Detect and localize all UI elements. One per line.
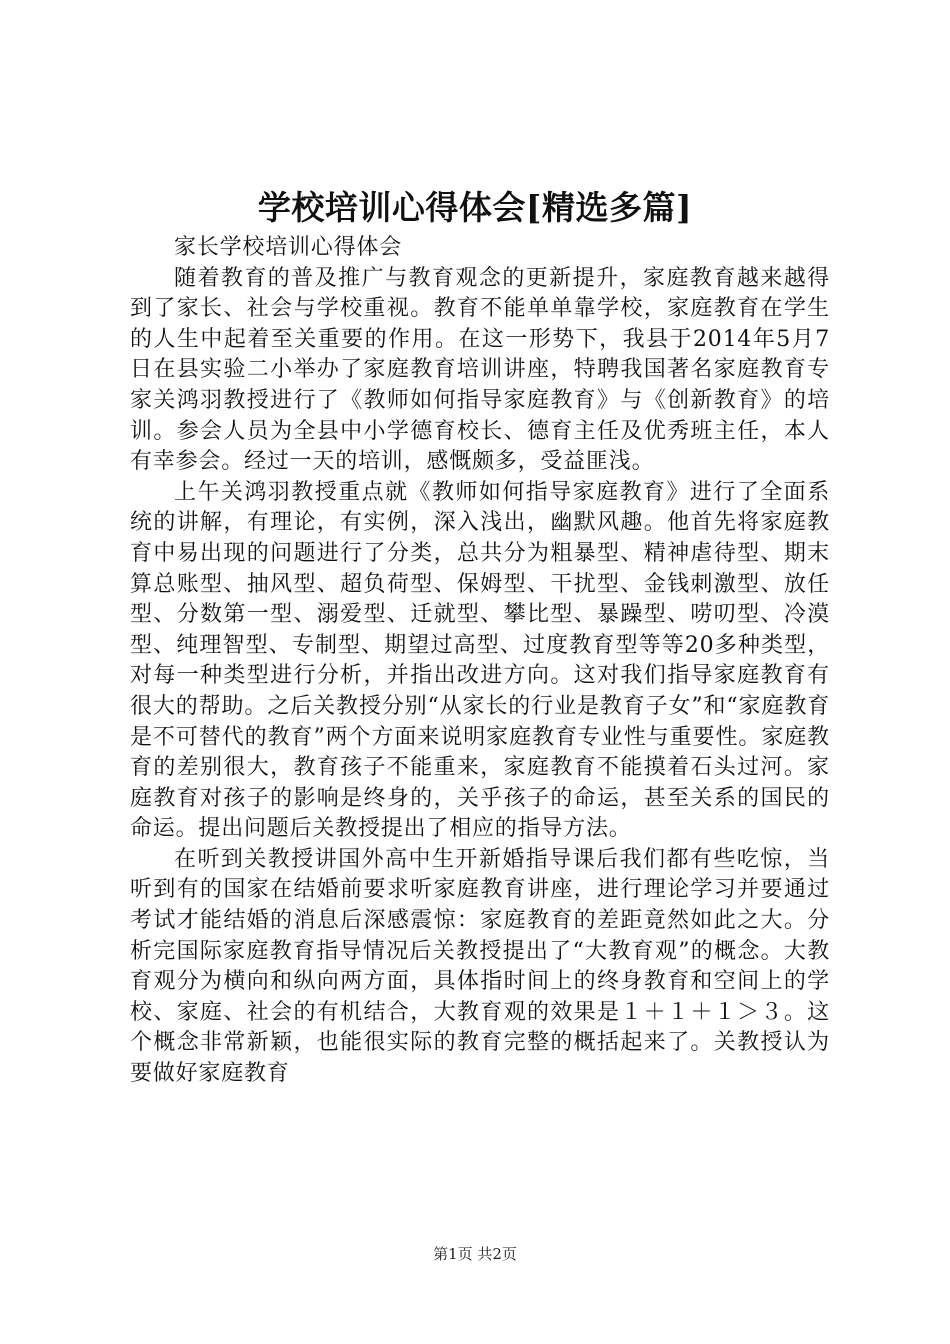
section-subtitle: 家长学校培训心得体会 (174, 235, 403, 260)
page-number-footer: 第1页 共2页 (433, 1245, 517, 1263)
body-paragraph-3: 在听到关教授讲国外高中生开新婚指导课后我们都有些吃惊，当听到有的国家在结婚前要求听家庭教育讲座，进行理论学习并要通过考试才能结婚的消息后深感震惊：家庭教育的差距竟然如此之大。分析完国际家庭教育指导情况后关教授提出了“大教育观”的概念。大教育观分为横向和纵向两方面，具体指时间上的终身教育和空间上的学校、家庭、社会的有机结合，大教育观的效果是１＋１＋１＞３。这个概念非常新颖，也能很实际的教育完整的概括起来了。关教授认为要做好家庭教育 (130, 846, 830, 1087)
document-body (130, 233, 830, 1090)
document-title: 学校培训心得体会[精选多篇] (257, 188, 693, 227)
body-paragraph-1: 随着教育的普及推广与教育观念的更新提升，家庭教育越来越得到了家长、社会与学校重视。教育不能单单靠学校，家庭教育在学生的人生中起着至关重要的作用。在这一形势下，我县于2014年5月7日在县实验二小举办了家庭教育培训讲座，特聘我国著名家庭教育专家关鸿羽教授进行了《教师如何指导家庭教育》与《创新教育》的培训。参会人员为全县中小学德育校长、德育主任及优秀班主任，本人有幸参会。经过一天的培训，感慨颇多，受益匪浅。 (130, 265, 830, 475)
body-paragraph-2: 上午关鸿羽教授重点就《教师如何指导家庭教育》进行了全面系统的讲解，有理论，有实例，深入浅出，幽默风趣。他首先将家庭教育中易出现的问题进行了分类，总共分为粗暴型、精神虐待型、期末算总账型、抽风型、超负荷型、保姆型、干扰型、金钱刺激型、放任型、分数第一型、溺爱型、迁就型、攀比型、暴躁型、唠叨型、冷漠型、纯理智型、专制型、期望过高型、过度教育型等等20多种类型，对每一种类型进行分析，并指出改进方向。这对我们指导家庭教育有很大的帮助。之后关教授分别“从家长的行业是教育子女”和“家庭教育是不可替代的教育”两个方面来说明家庭教育专业性与重要性。家庭教育的差别很大，教育孩子不能重来，家庭教育不能摸着石头过河。家庭教育对孩子的影响是终身的，关乎孩子的命运，甚至关系的国民的命运。提出问题后关教授提出了相应的指导方法。 (130, 479, 830, 842)
